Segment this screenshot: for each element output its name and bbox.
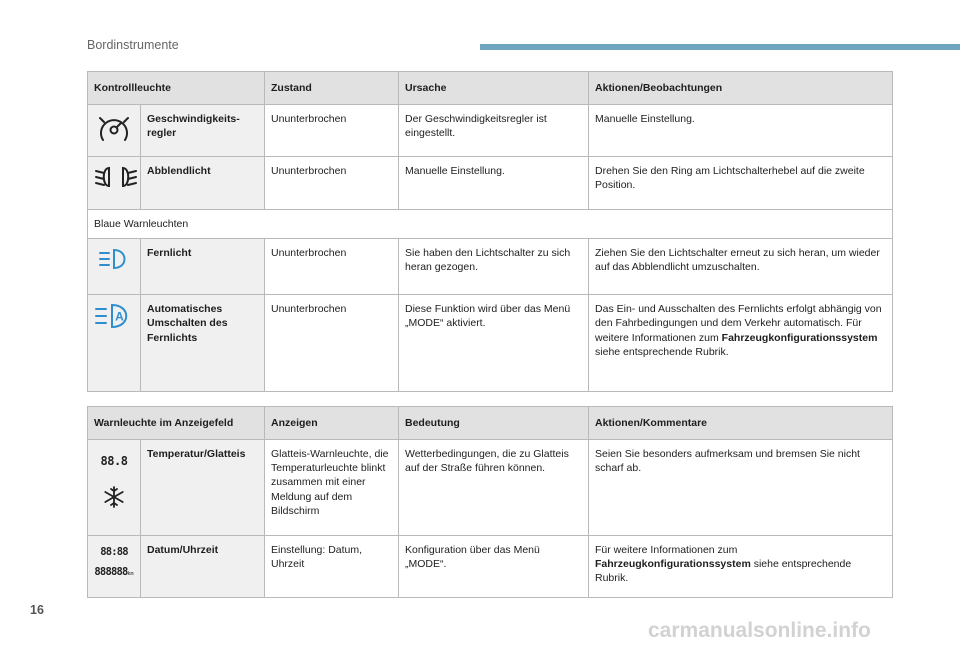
light-name: Automatisches Umschalten des Fernlichts xyxy=(141,295,265,392)
column-header: Anzeigen xyxy=(265,407,399,440)
state-cell: Ununterbrochen xyxy=(265,157,399,210)
action-text: Das Ein- und Ausschalten des Fernlichts erfolgt abhängig von den Fahrbedingungen und dem Verkehr automatisch. Für weitere Informationen zum xyxy=(595,303,882,344)
table-row xyxy=(88,440,893,536)
column-header: Warnleuchte im Anzeigefeld xyxy=(88,407,265,440)
cause-cell: Manuelle Einstellung. xyxy=(399,157,589,210)
action-text: Für weitere Informationen zum xyxy=(595,544,738,556)
dipped-beam-icon xyxy=(94,164,134,190)
state-cell: Ununterbrochen xyxy=(265,105,399,157)
icon-cell xyxy=(88,440,141,536)
table-row xyxy=(88,239,893,295)
section-label: Blaue Warnleuchten xyxy=(88,210,893,239)
odometer-unit: km xyxy=(127,571,134,578)
page-number: 16 xyxy=(30,603,44,617)
meaning-cell: Konfiguration über das Menü „MODE“. xyxy=(399,536,589,598)
column-header: Aktionen/Kommentare xyxy=(589,407,893,440)
icon-cell xyxy=(88,239,141,295)
action-cell xyxy=(589,536,893,598)
warning-lights-table xyxy=(87,71,893,392)
cause-cell: Sie haben den Lichtschalter zu sich heran gezogen. xyxy=(399,239,589,295)
action-text: siehe entsprechende Rubrik. xyxy=(595,558,852,585)
cruise-control-icon xyxy=(94,112,134,148)
automatic-main-beam-icon xyxy=(94,302,134,330)
table-row xyxy=(88,295,893,392)
system-reference: Fahrzeugkonfigurationssystem xyxy=(721,331,878,344)
action-text: siehe entsprechende Rubrik. xyxy=(595,345,729,358)
action-cell: Manuelle Einstellung. xyxy=(589,105,893,157)
section-title: Bordinstrumente xyxy=(87,38,179,52)
clock-display-icon: 88:88 xyxy=(100,546,128,558)
odometer-display-icon xyxy=(94,565,134,579)
icon-cell xyxy=(88,295,141,392)
display-cell: Glatteis-Warnleuchte, die Temperaturleuchte blinkt zusammen mit einer Meldung auf dem Bildschirm xyxy=(265,440,399,536)
header-accent-bar xyxy=(480,44,960,50)
action-cell: Drehen Sie den Ring am Lichtschalterhebel auf die zweite Position. xyxy=(589,157,893,210)
column-header: Kontrollleuchte xyxy=(88,72,265,105)
table-header-row xyxy=(88,407,893,440)
section-row xyxy=(88,210,893,239)
table-row xyxy=(88,536,893,598)
temperature-display-icon: 88.8 xyxy=(100,454,128,468)
column-header: Zustand xyxy=(265,72,399,105)
watermark: carmanualsonline.info xyxy=(648,619,871,642)
cause-cell: Der Geschwindigkeitsregler ist eingestellt. xyxy=(399,105,589,157)
action-cell: Ziehen Sie den Lichtschalter erneut zu sich heran, um wieder auf das Abblendlicht umzuschalten. xyxy=(589,239,893,295)
system-reference: Fahrzeugkonfigurationssystem xyxy=(595,558,751,571)
display-warnings-table xyxy=(87,406,893,598)
meaning-cell: Wetterbedingungen, die zu Glatteis auf der Straße führen können. xyxy=(399,440,589,536)
column-header: Bedeutung xyxy=(399,407,589,440)
display-cell: Einstellung: Datum, Uhrzeit xyxy=(265,536,399,598)
column-header: Aktionen/Beobachtungen xyxy=(589,72,893,105)
column-header: Ursache xyxy=(399,72,589,105)
light-name: Abblendlicht xyxy=(141,157,265,210)
light-name: Fernlicht xyxy=(141,239,265,295)
main-beam-icon xyxy=(94,246,134,272)
action-cell xyxy=(589,295,893,392)
action-cell: Seien Sie besonders aufmerksam und bremsen Sie nicht scharf ab. xyxy=(589,440,893,536)
icon-cell xyxy=(88,105,141,157)
cause-cell: Diese Funktion wird über das Menü „MODE“ aktiviert. xyxy=(399,295,589,392)
state-cell: Ununterbrochen xyxy=(265,239,399,295)
table-header-row xyxy=(88,72,893,105)
state-cell: Ununterbrochen xyxy=(265,295,399,392)
table-row xyxy=(88,157,893,210)
icon-cell xyxy=(88,157,141,210)
svg-text:A: A xyxy=(115,309,124,324)
odometer-digits: 888888 xyxy=(94,566,128,579)
snowflake-icon xyxy=(94,485,134,509)
light-name: Datum/Uhrzeit xyxy=(141,536,265,598)
light-name: Temperatur/Glatteis xyxy=(141,440,265,536)
light-name: Geschwindigkeits-regler xyxy=(141,105,265,157)
icon-cell xyxy=(88,536,141,598)
table-row xyxy=(88,105,893,157)
